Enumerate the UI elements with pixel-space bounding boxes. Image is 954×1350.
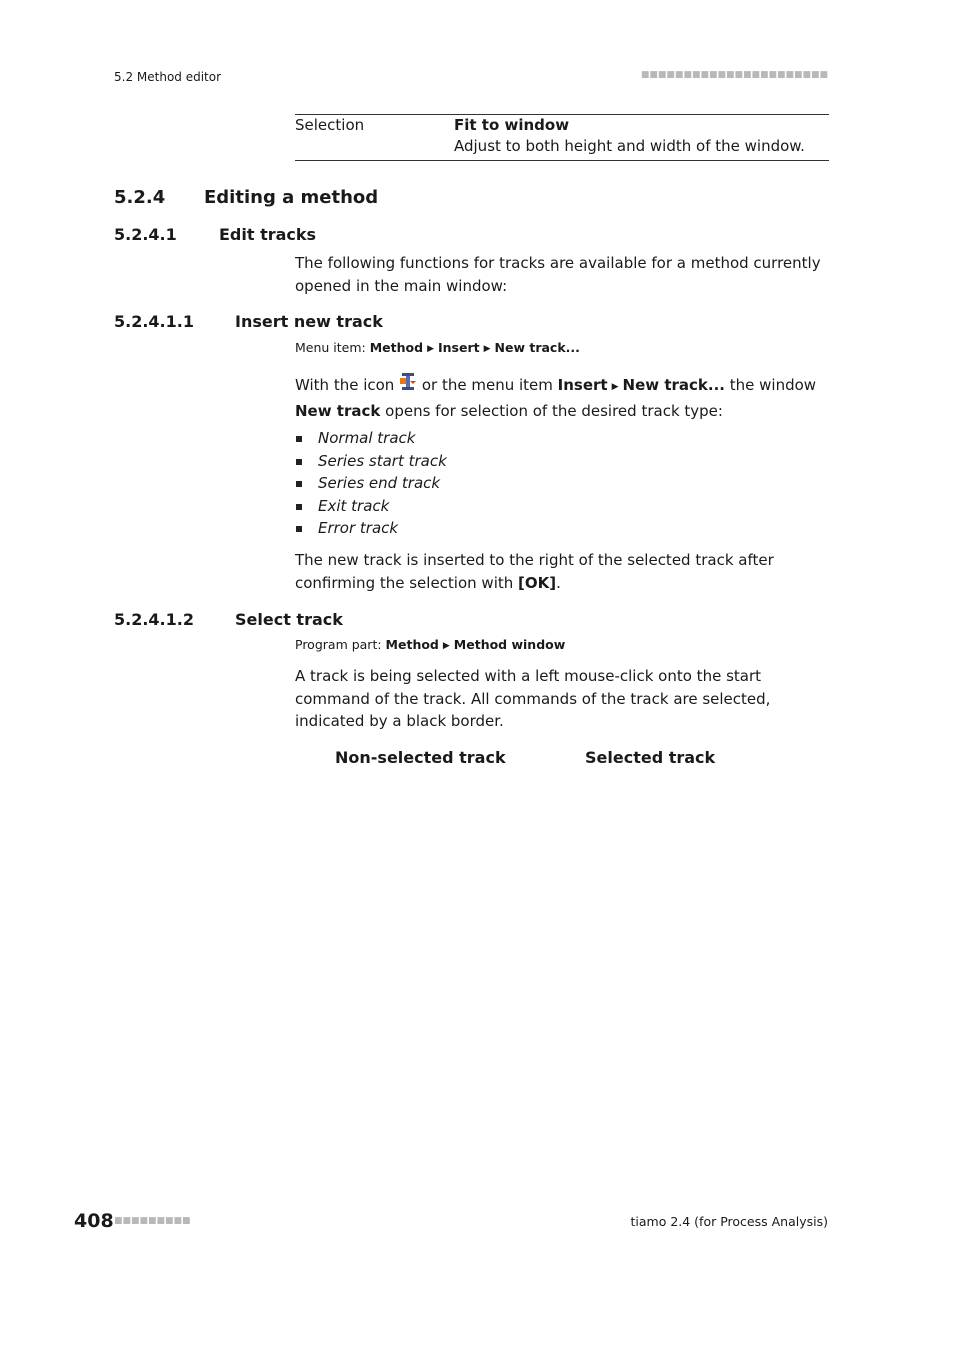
subsubsection-number: 5.2.4.1.2 <box>114 610 194 629</box>
subsection-number: 5.2.4.1 <box>114 225 177 244</box>
menu-path-2: New track... <box>494 340 580 355</box>
section-title: Editing a method <box>204 187 379 208</box>
option-title: Fit to window <box>454 116 570 134</box>
caption-selected-track: Selected track <box>585 748 716 767</box>
product-name: tiamo 2.4 (for Process Analysis) <box>630 1214 828 1229</box>
bullet-icon <box>296 459 302 465</box>
caption-non-selected-track: Non-selected track <box>335 748 506 767</box>
list-item <box>296 517 447 540</box>
program-part-path <box>295 637 565 652</box>
running-header-dots: ■■■■■■■■■■■■■■■■■■■■■■ <box>640 70 828 80</box>
list-item <box>296 495 447 518</box>
list-item-text: Normal track <box>318 429 416 447</box>
list-item <box>296 427 447 450</box>
para-bold: New track <box>295 401 381 420</box>
menu-item-path <box>295 340 580 355</box>
para-text: With the icon <box>295 376 395 394</box>
list-item <box>296 450 447 473</box>
section-number: 5.2.4 <box>114 187 166 208</box>
program-path-0: Method <box>385 637 439 652</box>
triangle-right-icon: ▶ <box>442 641 450 651</box>
page-number: 408 <box>74 1210 114 1232</box>
list-item <box>296 472 447 495</box>
triangle-right-icon: ▶ <box>611 382 619 392</box>
menu-path-1: Insert <box>437 340 480 355</box>
selection-label: Selection <box>295 116 365 134</box>
para-text: or the menu item <box>421 376 553 394</box>
selection-table <box>295 114 829 161</box>
select-track-paragraph: A track is being selected with a left mouse-click onto the start command of the track. All commands of the track are selected, indicated by a black border. <box>295 667 771 730</box>
bullet-icon <box>296 526 302 532</box>
running-header-section: 5.2 Method editor <box>114 70 222 84</box>
subsubsection-number: 5.2.4.1.1 <box>114 312 194 331</box>
edit-tracks-intro: The following functions for tracks are available for a method currently opened in the main window: <box>295 254 821 295</box>
bullet-icon <box>296 504 302 510</box>
menu-prefix: Menu item: <box>295 340 366 355</box>
subsubsection-title: Select track <box>235 610 343 629</box>
list-item-text: Series start track <box>318 451 447 470</box>
program-path-1: Method window <box>453 637 566 652</box>
triangle-right-icon: ▶ <box>427 344 434 354</box>
track-type-list <box>296 427 447 540</box>
bullet-icon <box>296 481 302 487</box>
list-item-text: Exit track <box>318 496 390 515</box>
program-part-prefix: Program part: <box>295 637 382 652</box>
list-item-text: Error track <box>318 519 399 537</box>
para-text: opens for selection of the desired track type: <box>385 401 723 420</box>
triangle-right-icon: ▶ <box>483 344 491 354</box>
ok-reference: [OK] <box>518 573 557 592</box>
para-bold: New track... <box>622 376 725 394</box>
option-description: Adjust to both height and width of the window. <box>454 137 805 155</box>
para-text: . <box>556 573 561 592</box>
insert-track-after <box>295 549 835 594</box>
bullet-icon <box>296 436 302 442</box>
new-track-icon <box>399 372 417 392</box>
para-bold: Insert <box>557 376 608 394</box>
para-text: the window <box>729 376 817 394</box>
footer-dots: ■■■■■■■■■ <box>114 1216 191 1226</box>
menu-path-0: Method <box>369 340 424 355</box>
list-item-text: Series end track <box>318 474 441 492</box>
para-text: The new track is inserted to the right of the selected track after confirming the selection with <box>295 551 774 592</box>
subsubsection-title: Insert new track <box>235 312 383 331</box>
subsection-title: Edit tracks <box>219 225 317 244</box>
insert-track-paragraph <box>295 372 835 422</box>
